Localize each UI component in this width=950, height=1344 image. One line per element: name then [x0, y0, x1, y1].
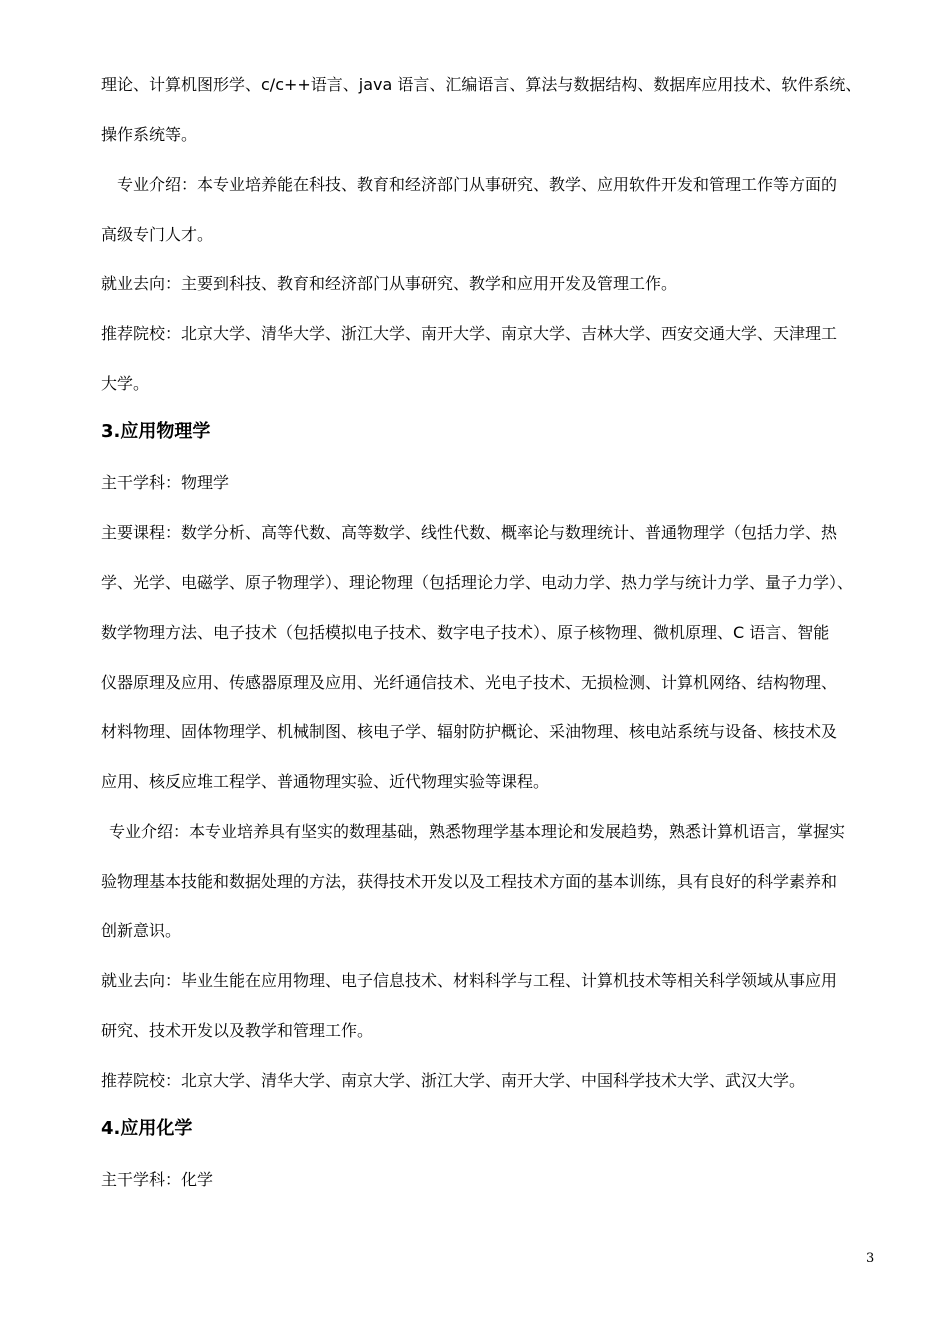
section-3-courses-line-4: 仪器原理及应用、传感器原理及应用、光纤通信技术、光电子技术、无损检测、计算机网络、结构物理、	[101, 673, 838, 692]
section-4-main-subject: 主干学科：化学	[101, 1170, 214, 1189]
section-3-intro-line-2: 验物理基本技能和数据处理的方法，获得技术开发以及工程技术方面的基本训练，具有良好的科学素养和	[101, 872, 838, 891]
section-3-courses-line-6: 应用、核反应堆工程学、普通物理实验、近代物理实验等课程。	[101, 772, 550, 791]
prev-schools-line-2: 大学。	[101, 374, 150, 393]
section-3-courses-line-2: 学、光学、电磁学、原子物理学）、理论物理（包括理论力学、电动力学、热力学与统计力学、量子力学）、	[101, 573, 854, 592]
section-3-schools: 推荐院校：北京大学、清华大学、南京大学、浙江大学、南开大学、中国科学技术大学、武汉大学。	[101, 1071, 806, 1090]
section-3-heading: 3.应用物理学	[101, 421, 211, 442]
prev-intro-line-1: 专业介绍：本专业培养能在科技、教育和经济部门从事研究、教学、应用软件开发和管理工作等方面的	[117, 175, 838, 194]
section-3-courses-line-3: 数学物理方法、电子技术（包括模拟电子技术、数字电子技术）、原子核物理、微机原理、C 语言、智能	[101, 623, 830, 642]
section-3-courses-line-5: 材料物理、固体物理学、机械制图、核电子学、辐射防护概论、采油物理、核电站系统与设备、核技术及	[101, 722, 838, 741]
prev-schools-line-1: 推荐院校：北京大学、清华大学、浙江大学、南开大学、南京大学、吉林大学、西安交通大学、天津理工	[101, 324, 838, 343]
page-number: 3	[866, 1251, 875, 1266]
section-3-intro-line-1: 专业介绍：本专业培养具有坚实的数理基础，熟悉物理学基本理论和发展趋势，熟悉计算机语言，掌握实	[109, 822, 846, 841]
prev-employment: 就业去向：主要到科技、教育和经济部门从事研究、教学和应用开发及管理工作。	[101, 274, 678, 293]
section-3-employment-line-1: 就业去向：毕业生能在应用物理、电子信息技术、材料科学与工程、计算机技术等相关科学领域从事应用	[101, 971, 838, 990]
prev-courses-line-1: 理论、计算机图形学、c/c++语言、java 语言、汇编语言、算法与数据结构、数据库应用技术、软件系统、	[101, 75, 862, 94]
section-3-courses-line-1: 主要课程：数学分析、高等代数、高等数学、线性代数、概率论与数理统计、普通物理学（包括力学、热	[101, 523, 838, 542]
section-3-intro-line-3: 创新意识。	[101, 921, 182, 940]
prev-intro-line-2: 高级专门人才。	[101, 225, 214, 244]
prev-courses-line-2: 操作系统等。	[101, 125, 198, 144]
section-3-main-subject: 主干学科：物理学	[101, 473, 230, 492]
section-4-heading: 4.应用化学	[101, 1118, 193, 1139]
section-3-employment-line-2: 研究、技术开发以及教学和管理工作。	[101, 1021, 374, 1040]
